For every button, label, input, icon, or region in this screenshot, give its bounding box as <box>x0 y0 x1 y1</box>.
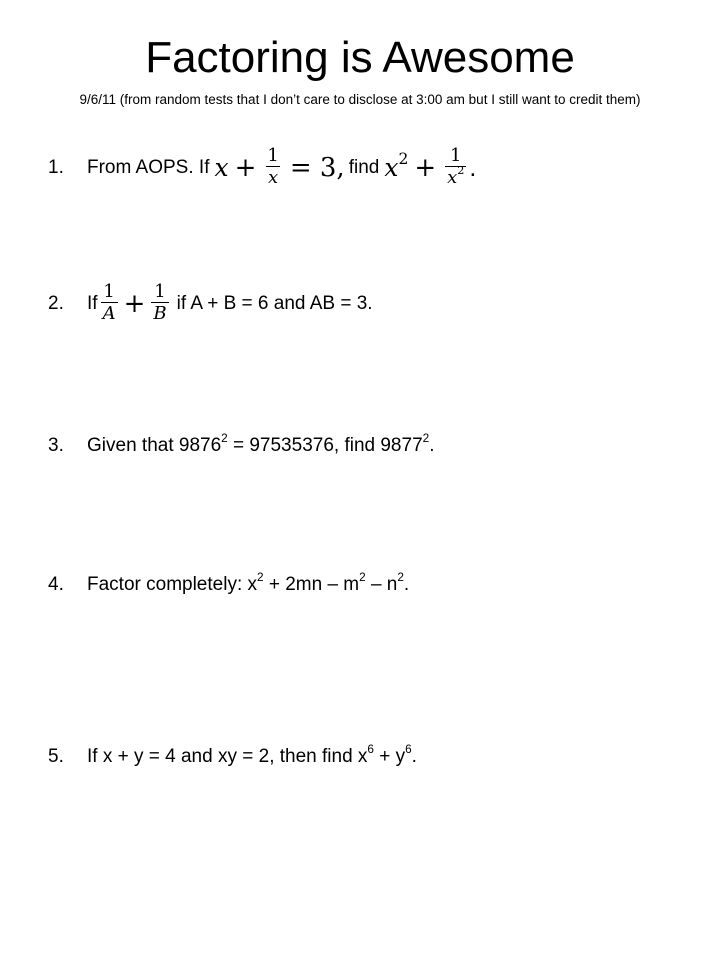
exponent: 2 <box>422 431 430 445</box>
fraction-denominator: x <box>268 167 279 188</box>
exponent: 6 <box>405 742 412 756</box>
problem-4 <box>48 571 708 599</box>
problem-2 <box>48 282 708 325</box>
fraction-numerator: 1 <box>267 145 279 166</box>
problem-find: find <box>348 156 380 178</box>
math-operator: + <box>414 152 437 183</box>
page-subtitle: 9/6/11 (from random tests that I don’t care to disclose at 3:00 am but I still want to credit them) <box>79 92 641 107</box>
problem-text <box>87 146 476 189</box>
fraction-numerator: 1 <box>103 281 115 302</box>
exponent: 2 <box>457 164 465 178</box>
problem-number: 3. <box>48 435 64 456</box>
fraction-denominator: $x^2$ <box>447 164 465 188</box>
exponent: 2 <box>221 431 228 445</box>
problem-text <box>87 282 373 325</box>
math-equation-rhs: = 3, <box>289 152 345 183</box>
exponent: 6 <box>367 742 374 756</box>
problem-number: 4. <box>48 574 64 595</box>
problem-lead: If <box>87 292 98 314</box>
fraction-numerator: 1 <box>154 281 166 302</box>
problem-text: If x + y = 4 and xy = 2, then find $x^6 + y^6$. <box>87 742 417 767</box>
period: . <box>469 153 477 182</box>
problem-3 <box>48 432 708 460</box>
math-variable: $x^2$ <box>384 149 409 182</box>
exponent: 2 <box>359 570 366 584</box>
exponent: 2 <box>257 570 264 584</box>
math-variable: x <box>214 152 229 182</box>
problem-text: Factor completely: $x^2 + 2mn - m^2 - n^2$. <box>87 570 410 595</box>
problem-number: 5. <box>48 746 64 767</box>
problem-number: 1. <box>48 156 64 178</box>
problem-number: 2. <box>48 292 64 314</box>
problem-condition: if A + B = 6 and AB = 3. <box>176 292 373 314</box>
math-operator: + <box>123 288 146 319</box>
problem-1 <box>48 146 708 189</box>
problem-lead: From AOPS. If <box>87 156 210 178</box>
exponent: 2 <box>398 149 409 168</box>
fraction <box>445 146 466 189</box>
fraction-numerator: 1 <box>450 145 462 166</box>
fraction-denominator: B <box>153 303 167 324</box>
problem-text: Given that $9876^2 = 97535376$, find 9877$^2$. <box>87 431 435 456</box>
fraction <box>101 282 118 325</box>
fraction-denominator: A <box>102 303 116 324</box>
fraction <box>151 282 168 325</box>
problem-5 <box>48 743 708 771</box>
page-title: Factoring is Awesome <box>145 33 575 82</box>
exponent: 2 <box>397 570 404 584</box>
fraction <box>265 146 280 189</box>
math-operator: + <box>234 152 257 183</box>
